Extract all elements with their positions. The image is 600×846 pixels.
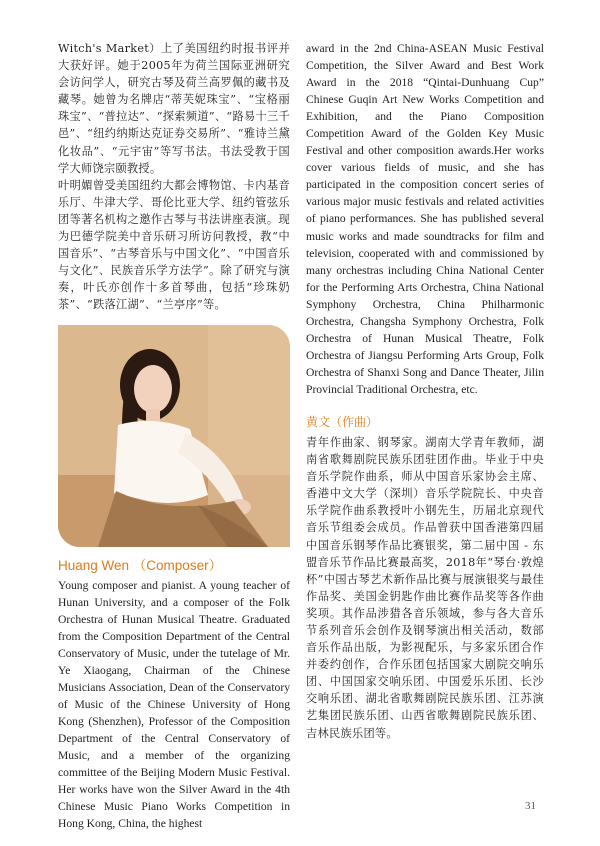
composer-bio-en: Young composer and pianist. A young teacher of Hunan University, and a composer of the Folk Orchestra of Hunan Musical Theatre. Graduated from the Composition Department of the Central Conservatory of Music, under the tutelage of Mr. Ye Xiaogang, Chairman of the Chinese Musicians Association, Dean of the Conservatory of Music of the Chinese University of Hong Kong (Shenzhen), Professor of the Composition Department of the Central Conservatory of Music, and a member of the organizing committee of the Beijing Modern Music Festival. Her works have won the Silver Award in the 4th Chinese Music Piano Works Competition in Hong Kong, China, the highest	[58, 578, 290, 831]
portrait-illustration	[58, 325, 290, 547]
composer-bio-en-continued: award in the 2nd China-ASEAN Music Festival Competition, the Silver Award and Best Work Award in the 2018 “Qintai-Dunhuang Cup” Chinese Guqin Art New Works Competition and Exhibition, and the Piano Composition Competition Award of the Golden Key Music Festival and other composition awards.Her works cover various fields of music, and she has participated in the composition concert series of various major music festivals and related activities of piano performances. She has published several music works and made soundtracks for film and television, cooperated with and commissioned by many orchestras including China National Center for the Performing Arts Orchestra, China National Symphony Orchestra, China Philharmonic Orchestra, Changsha Symphony Orchestra, Folk Orchestra of Hunan Musical Theatre, Folk Orchestra of Jiangsu Performing Arts Group, Folk Orchestra of Shanxi Song and Dance Theater, Jilin Provincial Traditional Orchestra, etc.	[306, 42, 544, 396]
page-number: 31	[525, 800, 536, 812]
right-column	[306, 40, 544, 742]
bio-paragraph-lectures: 叶明媚曾受美国纽约大都会博物馆、卡内基音乐厅、牛津大学、哥伦比亚大学、纽约管弦乐团等著名机构之邀作古琴与书法讲座表演。现为巴德学院美中音乐研习所访问教授，教“中国音乐”、“古琴音乐与中国文化”、“中国音乐与文化”、民族音乐学方法学”。除了研究与演奏，叶氏亦创作十多首琴曲，包括“珍珠奶茶”、“跌落江湖”、“兰亭序”等。	[58, 178, 290, 312]
composer-bio-zh: 青年作曲家、钢琴家。湖南大学青年教师，湖南省歌舞剧院民族乐团驻团作曲。毕业于中央音乐学院作曲系，师从中国音乐家协会主席、香港中文大学（深圳）音乐学院院长、中央音乐学院作曲系教授叶小钢先生，历届北京现代音乐节组委会成员。作品曾获中国香港第四届中国音乐钢琴作品比赛银奖，第二届中国 - 东盟音乐节作品比赛最高奖，2018年“琴台·敦煌杯”中国古琴艺术新作品比赛与展演银奖与最佳作品奖、美国金钥匙作曲比赛作品奖等各作曲奖项。其作品涉猎各音乐领域，参与各大音乐节系列音乐会创作及钢琴演出相关活动，数部音乐作品出版，为影视配乐，与多家乐团合作并委约创作，合作乐团包括国家大剧院交响乐团、中国国家交响乐团、中国爱乐乐团、长沙交响乐团、湖北省歌舞剧院民族乐团、江苏演艺集团民族乐团、山西省歌舞剧院民族乐团、吉林民族乐团等。	[306, 435, 544, 740]
portrait-photo	[58, 325, 290, 547]
left-column	[58, 40, 290, 832]
composer-name-zh: 黄文（作曲）	[306, 414, 379, 429]
bio-paragraph-intro: Witch's Market）上了美国纽约时报书评并大获好评。她于2005年为荷兰国际亚洲研究会访问学人，研究古琴及荷兰高罗佩的藏书及藏琴。她曾为名牌店“蒂芙妮珠宝”、“宝格丽珠宝”、“普拉达”、“探索频道”、“路易十三千邑”、“纽约纳斯达克证券交易所”、“雅诗兰黛化妆品”、“元宇宙”等写书法。书法受教于国学大师饶宗颐教授。	[58, 42, 290, 175]
composer-name-en: Huang Wen （Composer）	[58, 557, 223, 573]
